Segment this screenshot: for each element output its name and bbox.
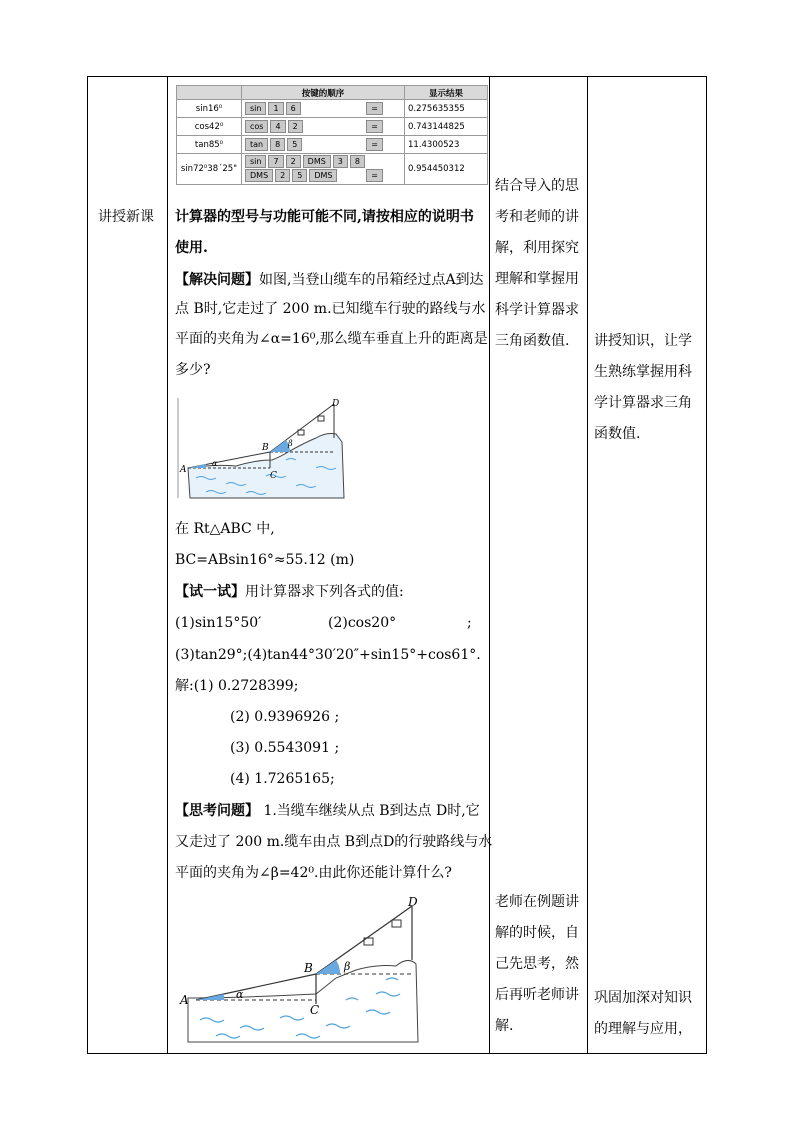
key: DMS [245,169,273,182]
header-keys: 按键的顺序 [242,86,405,100]
cable-car-diagram-2 [176,894,426,1046]
table-row [177,154,488,185]
design-intent-column [587,76,707,1054]
label-beta: β [344,960,351,973]
result-cell: 11.4300523 [405,136,488,154]
key: 7 [268,155,283,168]
text-line: 考和老师的讲 [495,209,579,225]
equals-key: = [366,169,383,182]
answer-line-2: (2) 0.9396926 ; [230,709,340,725]
key: 4 [270,120,285,133]
alpha-arc [196,994,224,1000]
blank-header [177,86,242,100]
beta-arc [270,440,290,452]
note-line-2: 使用. [175,240,208,256]
label-c: C [310,1003,320,1017]
problem-text: 如图,当登山缆车的吊箱经过点A到达 [259,272,484,288]
key: 8 [350,155,365,168]
table-row [177,100,488,118]
header-result: 显示结果 [405,86,488,100]
text-line: 函数值. [594,426,641,442]
cabin-icon [392,920,401,927]
answer-line-1: 解:(1) 0.2728399; [175,678,299,694]
problem-line-1 [175,269,484,291]
design-intent-2 [594,983,706,1045]
try-line-2c: ; [467,615,472,631]
key: 6 [286,102,301,115]
design-intent-1 [594,326,706,450]
beta-arc [316,960,340,974]
result-cell: 0.743144825 [405,118,488,136]
key: 1 [268,102,283,115]
text-line: 己先思考，然 [495,956,579,972]
label-a: A [180,993,189,1007]
key: sin [245,155,266,168]
expr-cell: sin16⁰ [177,100,242,118]
calculator-key-table [176,85,488,185]
label-d: D [408,895,418,909]
text-line: 解，利用探究 [495,240,579,256]
solution-line-1: 在 Rt△ABC 中, [175,521,275,537]
result-cell: 0.275635355 [405,100,488,118]
key: 2 [286,155,301,168]
label-a: A [180,465,187,475]
try-line-2a: (1)sin15°50′ [175,615,262,631]
try-text: 用计算器求下列各式的值: [245,584,404,600]
key: 2 [275,169,290,182]
label-alpha: α [212,459,218,468]
text-line: 科学计算器求 [495,302,579,318]
label-alpha: α [236,988,244,1001]
try-line-1 [175,581,404,603]
think-text: 1.当缆车继续从点 B到达点 D时,它 [263,803,480,819]
text-line: 生熟练掌握用科 [594,364,692,380]
text-line: 理解和掌握用 [495,271,579,287]
problem-line-2: 点 B时,它走过了 200 m.已知缆车行驶的路线与水 [175,301,486,317]
text-line: 学计算器求三角 [594,395,692,411]
key: sin [245,102,266,115]
text-line: 讲授知识，让学 [594,333,692,349]
text-line: 结合导入的思 [495,178,579,194]
think-line-3: 平面的夹角为∠β=42⁰.由此你还能计算什么? [175,865,452,881]
label-b: B [304,961,313,975]
student-activity-2 [495,887,585,1042]
solution-line-2: BC=ABsin16°≈55.12 (m) [175,552,355,568]
table-row [177,136,488,154]
try-line-2b: (2)cos20° [328,615,397,631]
text-line: 巩固加深对知识 [594,990,692,1006]
key: 3 [333,155,348,168]
expr-cell: sin72⁰38´25" [177,154,242,185]
key: DMS [309,169,337,182]
cable-car-diagram-1 [176,398,348,502]
alpha-arc [188,464,206,468]
text-line: 老师在例题讲 [495,894,579,910]
key: 5 [292,169,307,182]
label-c: C [270,471,277,481]
equals-key: = [366,120,383,133]
table-row [177,118,488,136]
equals-key: = [366,138,383,151]
problem-line-4: 多少? [175,362,211,378]
answer-line-3: (3) 0.5543091 ; [230,740,340,756]
label-d: D [332,399,340,409]
key: cos [245,120,268,133]
key: 2 [288,120,303,133]
expr-cell: tan85⁰ [177,136,242,154]
text-line: 解. [495,1018,514,1034]
mountain-shape [188,960,418,1042]
text-line: 的理解与应用， [594,1021,692,1037]
think-tag: 【思考问题】 [175,803,259,819]
problem-line-3: 平面的夹角为∠α=16⁰,那么缆车垂直上升的距离是 [175,331,488,347]
try-tag: 【试一试】 [175,584,245,600]
label-b: B [262,443,269,453]
student-activity-1 [495,171,585,357]
row-label: 讲授新课 [98,209,154,225]
key: DMS [303,155,331,168]
expr-cell: cos42⁰ [177,118,242,136]
key: tan [245,138,268,151]
label-beta: β [288,439,293,448]
result-cell: 0.954450312 [405,154,488,185]
text-line: 后再听老师讲 [495,987,579,1003]
problem-tag: 【解决问题】 [175,272,259,288]
think-line-1 [175,800,480,822]
try-line-3: (3)tan29°;(4)tan44°30′20″+sin15°+cos61°. [175,647,481,663]
think-line-2: 又走过了 200 m.缆车由点 B到点D的行驶路线与水 [175,834,493,850]
note-line-1: 计算器的型号与功能可能不同,请按相应的说明书 [175,209,474,225]
key: 8 [270,138,285,151]
text-line: 解的时候，自 [495,925,579,941]
text-line: 三角函数值. [495,333,570,349]
cabin-icon [318,416,324,421]
key: 5 [287,138,302,151]
equals-key: = [366,102,383,115]
answer-line-4: (4) 1.7265165; [230,771,335,787]
